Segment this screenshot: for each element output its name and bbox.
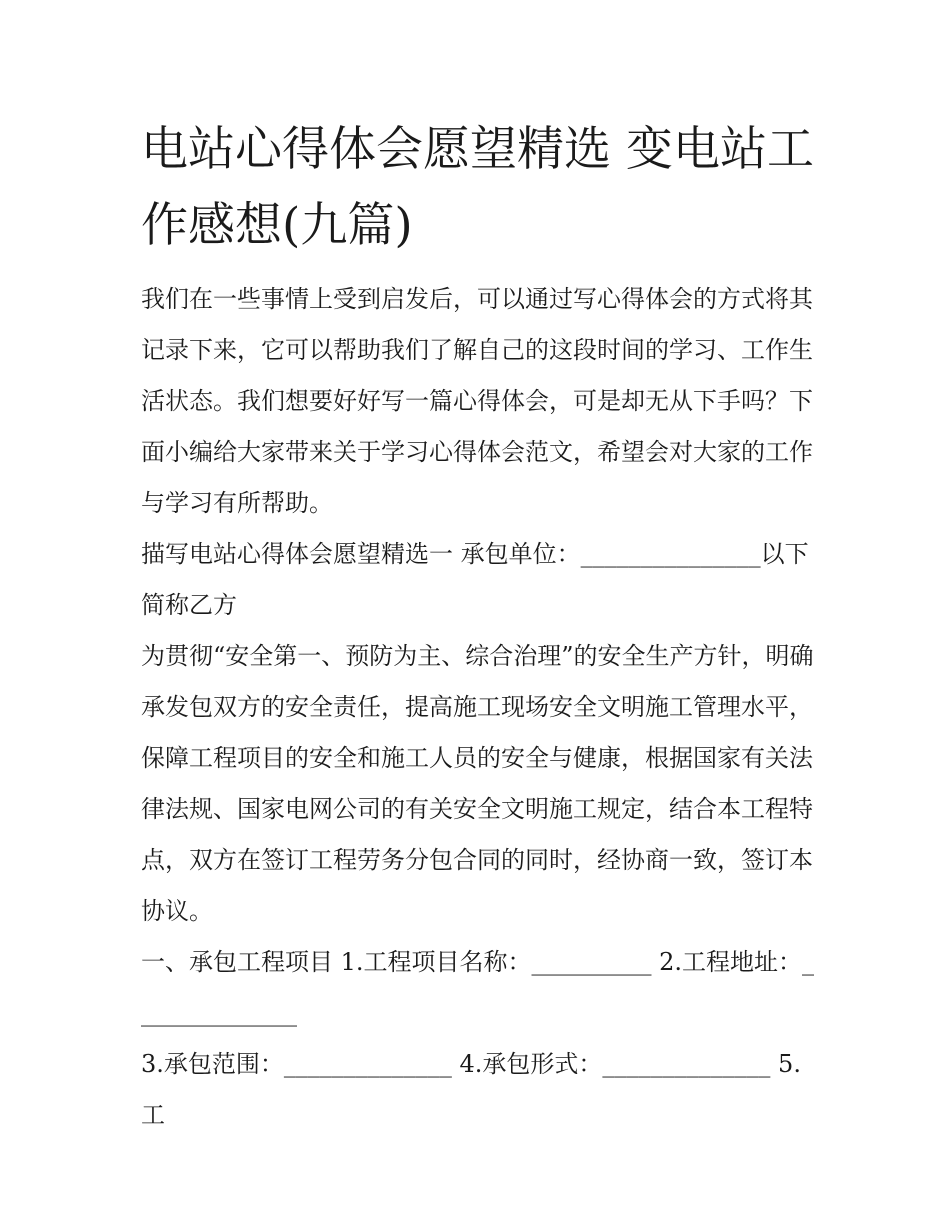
purpose-paragraph: 为贯彻“安全第一、预防为主、综合治理”的安全生产方针，明确承发包双方的安全责任，提高施工现场安全文明施工管理水平，保障工程项目的安全和施工人员的安全与健康，根据国家有关法律法规、国家电网公司的有关安全文明施工规定，结合本工程特点，双方在签订工程劳务分包合同的同时，经协商一致，签订本协议。 bbox=[141, 642, 814, 925]
document-title: 电站心得体会愿望精选 变电站工作感想(九篇) bbox=[141, 122, 814, 253]
project-info-paragraph: 一、承包工程项目 1.工程项目名称：__________ 2.工程地址：______________ bbox=[141, 948, 815, 1027]
intro-paragraph: 我们在一些事情上受到启发后，可以通过写心得体会的方式将其记录下来，它可以帮助我们了解自己的这段时间的学习、工作生活状态。我们想要好好写一篇心得体会，可是却无从下手吗？下面小编给大家带来关于学习心得体会范文，希望会对大家的工作与学习有所帮助。 bbox=[141, 285, 813, 517]
document-body bbox=[141, 274, 821, 1141]
section-heading-paragraph: 描写电站心得体会愿望精选一 承包单位：_______________以下简称乙方 bbox=[141, 540, 809, 619]
scope-paragraph: 3.承包范围：______________ 4.承包形式：______________ 5.工 bbox=[141, 1050, 801, 1129]
